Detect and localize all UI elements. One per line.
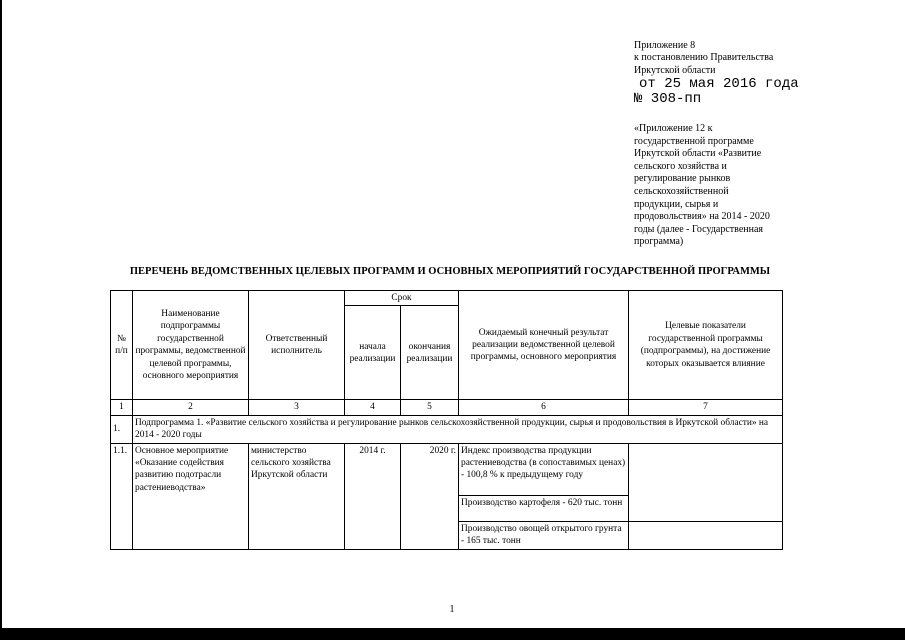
row-result: Производство овощей открытого грунта - 165 тыс. тонн: [459, 521, 629, 549]
header-start: начала реализации: [345, 306, 401, 400]
quote-line: «Приложение 12 к: [634, 123, 713, 134]
appendix-number: № 308-пп: [634, 91, 702, 108]
quote-line: регулирование рынков: [634, 173, 731, 185]
col-number: 7: [629, 400, 783, 415]
quote-line: Иркутской области «Развитие: [634, 148, 762, 160]
subprogram-num: 1.: [111, 415, 133, 443]
appendix-line-3: Иркутской области: [634, 64, 716, 76]
appendix-line-2: к постановлению Правительства: [634, 52, 774, 64]
quote-line: государственной программе: [634, 135, 754, 147]
appendix-date: от 25 мая 2016 года: [639, 76, 799, 93]
header-term: Срок: [345, 291, 459, 306]
row-result: Индекс производства продукции растениеводства (в сопоставимых ценах) - 100,8 % к предыдущему году: [459, 443, 629, 495]
header-num: № п/п: [111, 291, 133, 400]
appendix-quote: [634, 123, 804, 249]
scan-edge-line: [0, 0, 2, 640]
col-number: 5: [401, 400, 459, 415]
subprogram-title: Подпрограмма 1. «Развитие сельского хозяйства и регулирование рынков сельскохозяйственной продукции, сырья и продовольствия в Иркутской области» на 2014 - 2020 годы: [133, 415, 783, 443]
quote-line: сельского хозяйства и: [634, 160, 727, 172]
header-name: Наименование подпрограммы государственной программы, ведомственной целевой программы, основного мероприятия: [133, 291, 249, 400]
header-end: окончания реализации: [401, 306, 459, 400]
row-result: Производство картофеля - 620 тыс. тонн: [459, 495, 629, 521]
quote-line: программа): [634, 236, 684, 248]
appendix-header: [634, 40, 834, 107]
appendix-line-1: Приложение 8: [634, 40, 696, 51]
quote-line: продукции, сырья и: [634, 198, 719, 210]
quote-line: продовольствия» на 2014 - 2020: [634, 211, 770, 223]
col-number: 1: [111, 400, 133, 415]
document-title: ПЕРЕЧЕНЬ ВЕДОМСТВЕННЫХ ЦЕЛЕВЫХ ПРОГРАММ И ОСНОВНЫХ МЕРОПРИЯТИЙ ГОСУДАРСТВЕННОЙ ПРОГРАММЫ: [129, 266, 771, 277]
table-row: [111, 443, 783, 495]
subprogram-row: [111, 415, 783, 443]
row-executor: министерство сельского хозяйства Иркутской области: [249, 443, 345, 549]
row-indicators-empty: [629, 521, 783, 549]
row-end: 2020 г.: [401, 443, 459, 549]
column-number-row: [111, 400, 783, 415]
quote-line: сельскохозяйственной: [634, 185, 729, 197]
row-start: 2014 г.: [345, 443, 401, 549]
col-number: 2: [133, 400, 249, 415]
row-indicators: [629, 443, 783, 521]
header-executor: Ответственный исполнитель: [249, 291, 345, 400]
row-name: Основное мероприятие «Оказание содействия развитию подотрасли растениеводства»: [133, 443, 249, 549]
row-num: 1.1.: [111, 443, 133, 549]
header-result: Ожидаемый конечный результат реализации ведомственной целевой программы, основного мероприятия: [459, 291, 629, 400]
col-number: 6: [459, 400, 629, 415]
col-number: 4: [345, 400, 401, 415]
scan-bottom-border: [0, 628, 905, 640]
col-number: 3: [249, 400, 345, 415]
programs-table: [110, 290, 783, 550]
header-indicators: Целевые показатели государственной программы (подпрограммы), на достижение которых оказывается влияние: [629, 291, 783, 400]
page-number: 1: [449, 604, 455, 615]
quote-line: годы (далее - Государственная: [634, 223, 764, 235]
